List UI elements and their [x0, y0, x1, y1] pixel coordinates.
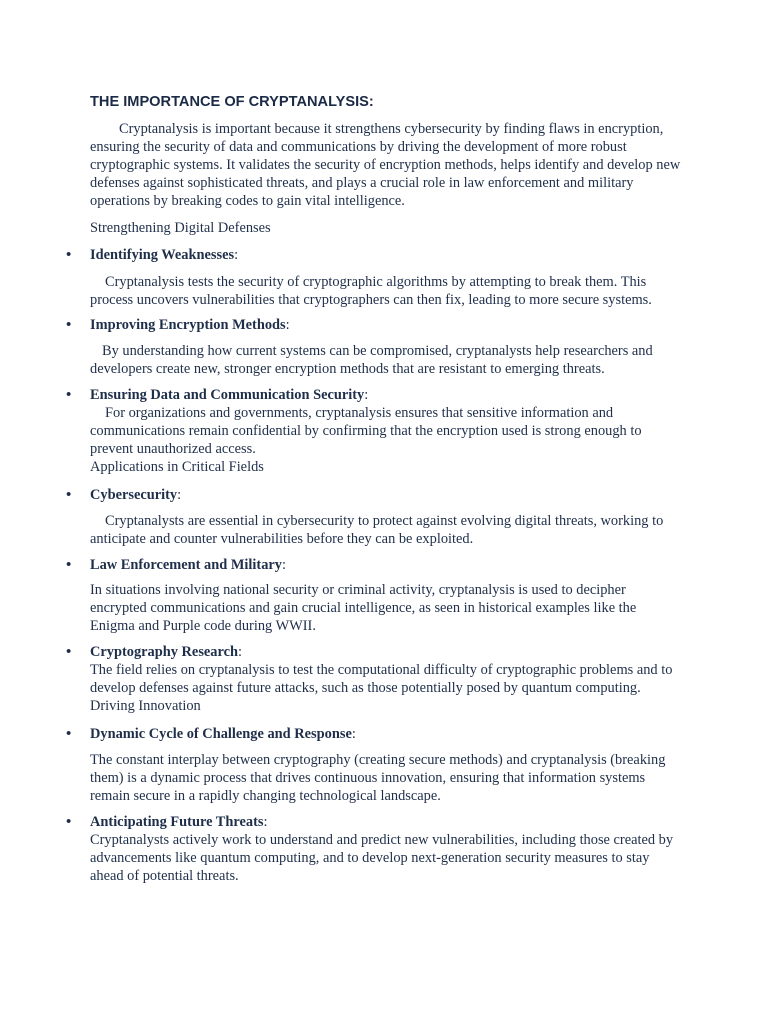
- bullet-icon: •: [66, 247, 72, 263]
- item-heading: Improving Encryption Methods: [90, 317, 286, 333]
- intro-paragraph: Cryptanalysis is important because it strengthens cybersecurity by finding flaws in encryption, ensuring the security of data and communications by driving the development of more robust cryptographic systems. It validates the security of encryption methods, helps identify and develop new defenses against sophisticated threats, and plays a crucial role in law enforcement and military operations by breaking codes to gain vital intelligence.: [90, 121, 681, 209]
- item-body: In situations involving national security or criminal activity, cryptanalysis is used to decipher encrypted communications and gain crucial intelligence, as seen in historical examples like the Enigma and Purple code during WWII.: [90, 582, 637, 634]
- item-heading: Cybersecurity: [90, 487, 178, 503]
- bullet-icon: •: [66, 317, 72, 333]
- bullet-icon: •: [66, 726, 72, 742]
- bullet-icon: •: [66, 557, 72, 573]
- section-heading-applications: Applications in Critical Fields: [90, 459, 264, 475]
- list-item: • Cryptography Research: The field relies on cryptanalysis to test the computational difficulty of cryptographic problems and to develop defenses against future attacks, such as those potentially posed by quantum computing.: [90, 643, 682, 697]
- bullet-icon: •: [66, 644, 72, 660]
- bullet-icon: •: [66, 814, 72, 830]
- item-heading: Ensuring Data and Communication Security: [90, 387, 365, 403]
- list-item: • Improving Encryption Methods: By understanding how current systems can be compromised, cryptanalysts help researchers and developers create new, stronger encryption methods that are resistant to emerging threats.: [90, 316, 682, 378]
- list-item: • Dynamic Cycle of Challenge and Response: The constant interplay between cryptography (creating secure methods) and cryptanalysis (breaking them) is a dynamic process that drives continuous innovation, ensuring that information systems remain secure in a rapidly changing technological landscape.: [90, 725, 682, 805]
- item-body: By understanding how current systems can be compromised, cryptanalysts help researchers and developers create new, stronger encryption methods that are resistant to emerging threats.: [90, 343, 653, 377]
- item-body: The field relies on cryptanalysis to test the computational difficulty of cryptographic problems and to develop defenses against future attacks, such as those potentially posed by quantum computing.: [90, 662, 673, 696]
- document-page: [66, 92, 682, 885]
- item-heading: Law Enforcement and Military: [90, 557, 282, 573]
- item-body: Cryptanalysts actively work to understand and predict new vulnerabilities, including those created by advancements like quantum computing, and to develop next-generation security measures to stay ahead of potential threats.: [90, 832, 674, 884]
- list-item: • Cybersecurity: Cryptanalysts are essential in cybersecurity to protect against evolving digital threats, working to anticipate and counter vulnerabilities before they can be exploited.: [90, 486, 682, 548]
- item-heading: Dynamic Cycle of Challenge and Response: [90, 726, 352, 742]
- item-heading: Cryptography Research: [90, 644, 239, 660]
- item-body: The constant interplay between cryptography (creating secure methods) and cryptanalysis (breaking them) is a dynamic process that drives continuous innovation, ensuring that information systems remain secure in a rapidly changing technological landscape.: [90, 752, 666, 804]
- item-heading: Identifying Weaknesses: [90, 247, 235, 263]
- section-heading-innovation: Driving Innovation: [90, 698, 201, 714]
- list-item: • Law Enforcement and Military: In situations involving national security or criminal activity, cryptanalysis is used to decipher encrypted communications and gain crucial intelligence, as seen in historical examples like the Enigma and Purple code during WWII.: [90, 556, 682, 635]
- item-body: Cryptanalysis tests the security of cryptographic algorithms by attempting to break them. This process uncovers vulnerabilities that cryptographers can then fix, leading to more secure systems.: [90, 274, 652, 308]
- list-item: • Anticipating Future Threats: Cryptanalysts actively work to understand and predict new vulnerabilities, including those created by advancements like quantum computing, and to develop next-generation security measures to stay ahead of potential threats.: [90, 813, 682, 885]
- bullet-icon: •: [66, 387, 72, 403]
- section-heading-strengthening: Strengthening Digital Defenses: [90, 220, 271, 236]
- item-body: Cryptanalysts are essential in cybersecurity to protect against evolving digital threats, working to anticipate and counter vulnerabilities before they can be exploited.: [90, 513, 664, 547]
- document-title: THE IMPORTANCE OF CRYPTANALYSIS:: [90, 94, 374, 110]
- list-item: • Ensuring Data and Communication Security: For organizations and governments, cryptanalysis ensures that sensitive information and communications remain confidential by confirming that the encryption used is strong enough to prevent unauthorized access.: [90, 386, 682, 458]
- bullet-icon: •: [66, 487, 72, 503]
- item-heading: Anticipating Future Threats: [90, 814, 264, 830]
- list-item: • Identifying Weaknesses: Cryptanalysis tests the security of cryptographic algorithms by attempting to break them. This process uncovers vulnerabilities that cryptographers can then fix, leading to more secure systems.: [90, 246, 682, 309]
- item-body: For organizations and governments, cryptanalysis ensures that sensitive information and communications remain confidential by confirming that the encryption used is strong enough to prevent unauthorized access.: [90, 405, 642, 457]
